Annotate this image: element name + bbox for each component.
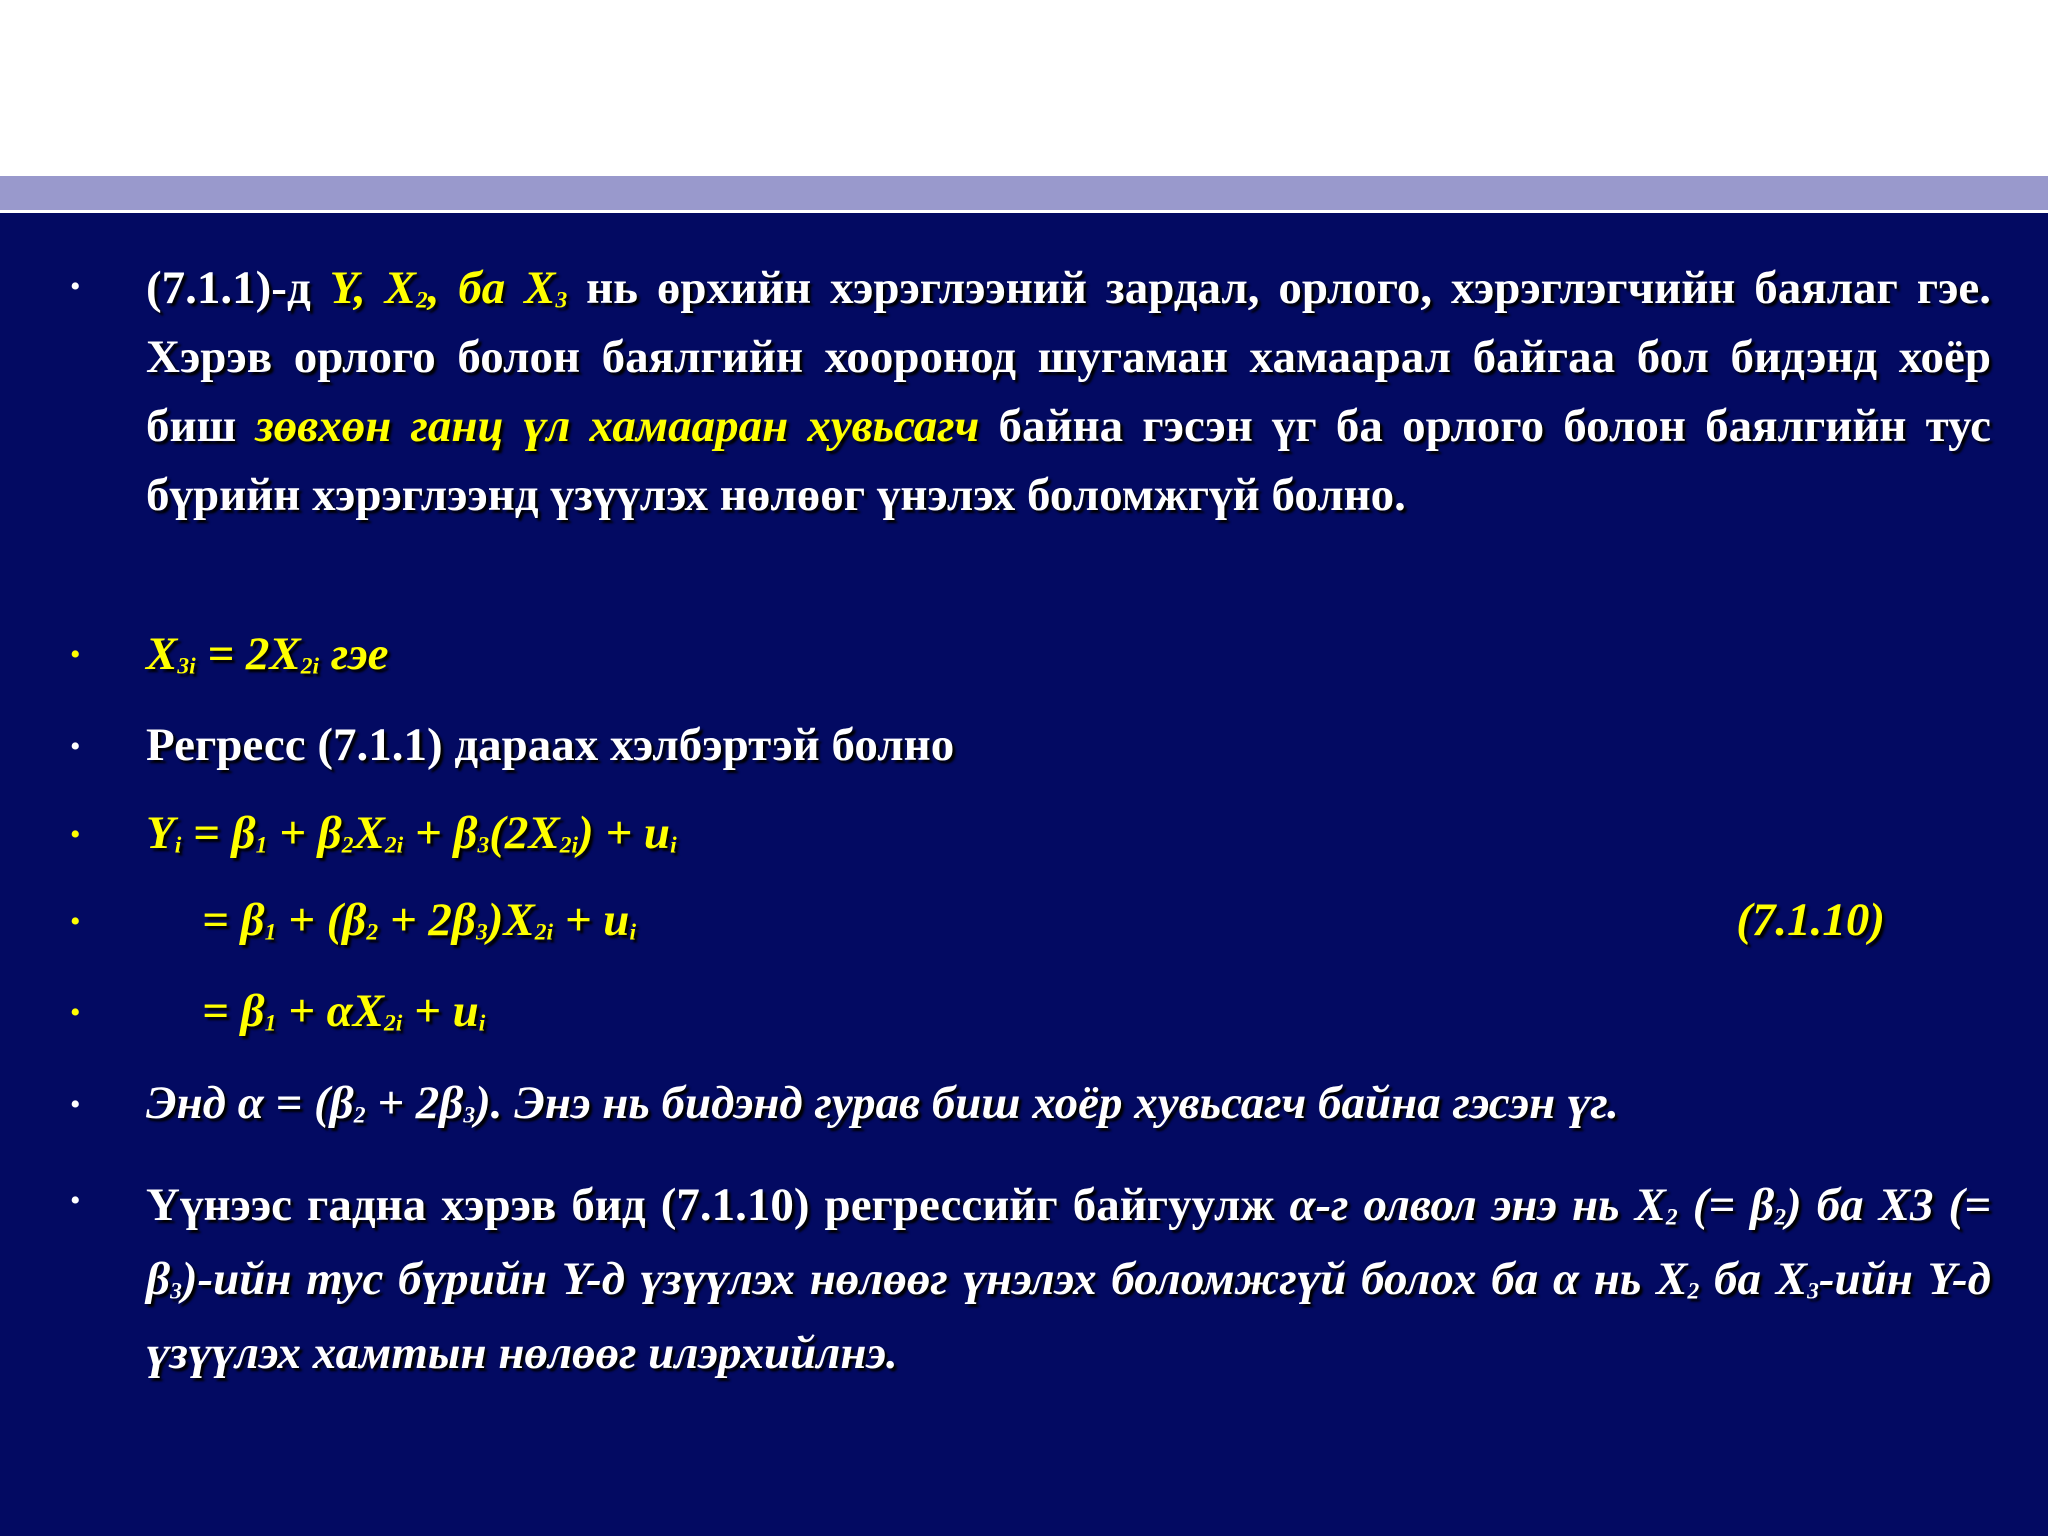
text-run: + u [402, 985, 479, 1037]
subscript: 3 [477, 832, 490, 859]
text-run: + αX [276, 985, 384, 1037]
text-run: байна гэсэн үг ба орлого болон баялгийн тус бүрийн хэрэглээнд үзүүлэх нөлөөг үнэлэх боломжгүй болно. [146, 400, 1992, 521]
text-run: X [353, 807, 385, 859]
bullet-1-text [146, 254, 1991, 530]
text-run: нь өрхийн хэрэглээний зардал, орлого, хэрэглэгчийн баялаг гэе. Хэрэв орлого болон баялгийн хооронод шугаман хамаарал байгаа бол бидэнд хоёр биш [146, 262, 1991, 452]
text-run: (7.1.1)-д [146, 262, 330, 314]
bullet-marker: • [70, 730, 81, 763]
bullet-marker: • [70, 638, 81, 671]
text-run: )X [487, 894, 535, 946]
subscript: 2 [1687, 1278, 1700, 1305]
bullet-3-text: Регресс (7.1.1) дараах хэлбэртэй болно [146, 719, 955, 771]
bullet-marker: • [70, 270, 81, 303]
highlight-text: зөвхөн ганц үл хамааран хувьсагч [255, 400, 980, 452]
equation-number: (7.1.10) [1736, 894, 1885, 946]
subscript: 3 [463, 1102, 476, 1129]
subscript: 2i [384, 1010, 403, 1037]
text-run: = β [202, 985, 265, 1037]
subscript: i [670, 832, 677, 859]
subscript: 2i [559, 832, 578, 859]
subscript: 2i [384, 832, 404, 859]
text-run: + 2β [365, 1077, 464, 1129]
text-run: = β [181, 807, 256, 859]
subscript: 3 [475, 919, 488, 946]
subscript: 2 [366, 919, 379, 946]
subscript: 2 [1665, 1204, 1678, 1231]
text-run: , ба X [427, 262, 556, 314]
text-run: ) ба X3 (= β [146, 1179, 1991, 1305]
text-run: (2X [489, 807, 560, 859]
subscript: 2 [415, 287, 428, 314]
subscript: 3 [170, 1278, 182, 1305]
text-run: + β [403, 807, 478, 859]
text-run: гэе [319, 628, 389, 680]
text-run: ) + u [578, 807, 671, 859]
subscript: 3 [1807, 1278, 1819, 1305]
bullet-marker: • [70, 1184, 81, 1217]
subscript: 2 [353, 1102, 366, 1129]
subscript: i [478, 1010, 486, 1037]
text-run: Энд α = (β [146, 1077, 354, 1129]
header-area [0, 0, 2048, 176]
subscript: 1 [264, 1010, 277, 1037]
text-run: ). Энэ нь бидэнд гурав биш хоёр хувьсагч байна гэсэн үг. [475, 1077, 1619, 1129]
subscript: 1 [255, 832, 268, 859]
text-run: + u [553, 894, 630, 946]
subscript: 2 [341, 832, 354, 859]
text-run: + 2β [378, 894, 476, 946]
bullet-marker: • [70, 818, 81, 851]
text-run: ба X [1699, 1253, 1808, 1305]
title-band [0, 176, 2048, 210]
text-run: α-г олвол энэ нь X [1289, 1179, 1666, 1231]
bullet-4-equation [146, 806, 1991, 860]
text-run: Y [146, 807, 175, 859]
text-run: Y, X [329, 262, 416, 314]
variable-run [330, 262, 568, 314]
subscript: i [629, 919, 636, 946]
text-run: -ийн Y-д үзүүлэх хамтын нөлөөг илэрхийлнэ. [146, 1253, 1991, 1379]
bullet-7-text [146, 1076, 1991, 1130]
text-run: Үүнээс гадна хэрэв бид (7.1.10) регрессийг байгуулж [146, 1179, 1290, 1231]
bullet-2-equation [146, 627, 1991, 681]
text-run: + β [267, 807, 342, 859]
subscript: i [174, 832, 182, 859]
bullet-6-equation [146, 984, 1991, 1038]
subscript: 2i [300, 653, 320, 680]
text-run: X [146, 628, 178, 680]
text-run: (= β [1677, 1179, 1775, 1231]
bullet-marker: • [70, 1088, 81, 1121]
text-run: = β [202, 894, 265, 946]
text-run: + (β [276, 894, 367, 946]
subscript: 3i [177, 653, 196, 680]
subscript: 3 [555, 287, 568, 314]
subscript: 2 [1774, 1204, 1786, 1231]
bullet-marker: • [70, 905, 81, 938]
subscript: 1 [264, 919, 277, 946]
subscript: 2i [534, 919, 554, 946]
text-run: = 2X [195, 628, 301, 680]
bullet-8-text [146, 1168, 1991, 1390]
text-run: )-ийн тус бүрийн Y-д үзүүлэх нөлөөг үнэлэх боломжгүй болох ба α нь X [181, 1253, 1688, 1305]
bullet-marker: • [70, 996, 81, 1029]
